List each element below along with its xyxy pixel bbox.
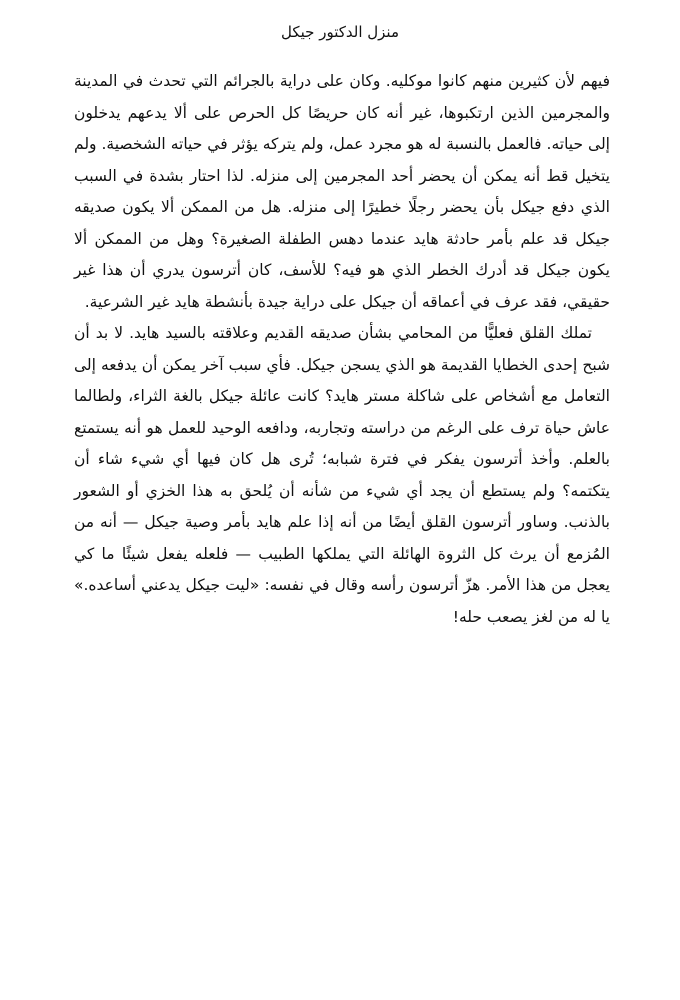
paragraph-1: فيهم لأن كثيرين منهم كانوا موكليه. وكان على دراية بالجرائم التي تحدث في المدينة والمجرمين الذين ارتكبوها، غير أنه كان حريصًا كل الحرص على ألا يدعهم يدخلون إلى حياته. فالعمل بالنسبة له هو مجرد عمل، ولم يتركه يؤثر في حياته الشخصية. ولم يتخيل قط أنه يمكن أن يحضر أحد المجرمين إلى منزله. لذا احتار بشدة في السبب الذي دفع جيكل بأن يحضر رجلًا خطيرًا إلى منزله. هل من الممكن ألا يكون صديقه جيكل قد علم بأمر حادثة هايد عندما دهس الطفلة الصغيرة؟ وهل من الممكن ألا يكون جيكل قد أدرك الخطر الذي هو فيه؟ للأسف، كان أترسون يدري أن هذا غير حقيقي، فقد عرف في أعماقه أن جيكل على دراية جيدة بأنشطة هايد غير الشرعية. xyxy=(74,72,610,311)
paragraph-2: تملك القلق فعليًّا من المحامي بشأن صديقه القديم وعلاقته بالسيد هايد. لا بد أن شبح إحدى الخطايا القديمة هو الذي يسجن جيكل. فأي سبب آخر يمكن أن يدفعه إلى التعامل مع أشخاص على شاكلة مستر هايد؟ كانت عائلة جيكل بالغة الثراء، ولطالما عاش حياة ترف على الرغم من دراسته وتجاربه، ودافعه الوحيد للعمل هو أنه يستمتع بالعلم. وأخذ أترسون يفكر في فترة شبابه؛ تُرى هل كان فيها أي شيء شاء أن يتكتمه؟ ولم يستطع أن يجد أي شيء من شأنه أن يُلحق به هذا الخزي أو الشعور بالذنب. وساور أترسون القلق أيضًا من أنه إذا علم هايد بأمر وصية جيكل — أنه من المُزمع أن يرث كل الثروة الهائلة التي يملكها الطبيب — فلعله يفعل شيئًا ما كي يعجل من هذا الأمر. هزّ أترسون رأسه وقال في نفسه: «ليت جيكل يدعني أساعده.» يا له من لغز يصعب حله! xyxy=(74,324,610,626)
running-header: منزل الدكتور جيكل xyxy=(281,23,399,41)
body-text xyxy=(74,66,610,633)
